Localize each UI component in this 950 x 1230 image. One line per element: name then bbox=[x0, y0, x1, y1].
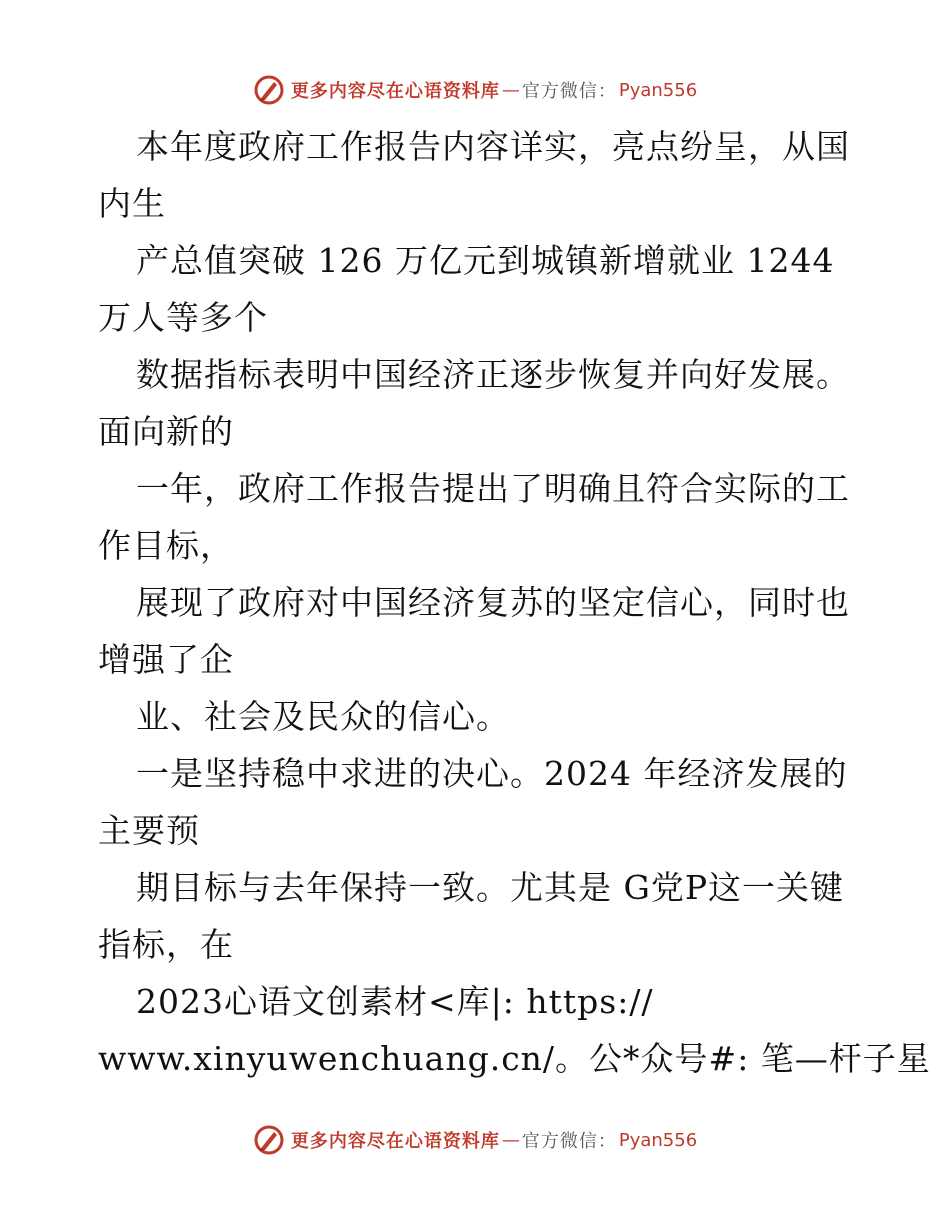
page-header-watermark bbox=[0, 72, 950, 108]
text-line: 指标，在 bbox=[98, 925, 234, 964]
text-line: 作目标， bbox=[98, 526, 234, 565]
watermark-text-main: 更多内容尽在心语资料库 bbox=[290, 81, 500, 102]
text-line: 展现了政府对中国经济复苏的坚定信心，同时也 bbox=[136, 583, 850, 622]
text-line: 内生 bbox=[98, 184, 166, 223]
watermark-wechat-id: Pyan556 bbox=[618, 79, 698, 101]
watermark-text-main: 更多内容尽在心语资料库 bbox=[290, 1131, 500, 1152]
text-line: 增强了企 bbox=[98, 640, 234, 679]
watermark-text-label: 官方微信： bbox=[521, 81, 617, 102]
text-line: 本年度政府工作报告内容详实，亮点纷呈，从国 bbox=[136, 127, 850, 166]
pen-logo-icon bbox=[253, 74, 285, 106]
text-line: 产总值突破 126 万亿元到城镇新增就业 1244 bbox=[136, 241, 835, 280]
text-line: www.xinyuwenchuang.cn/。公*众号#: 笔—杆子星 bbox=[98, 1039, 931, 1078]
watermark-text-label: 官方微信： bbox=[521, 1131, 617, 1152]
text-line: 主要预 bbox=[98, 811, 200, 850]
pen-logo-icon bbox=[253, 1124, 285, 1156]
watermark-separator: — bbox=[501, 79, 520, 101]
text-line: 业、社会及民众的信心。 bbox=[136, 697, 510, 736]
watermark-wechat-id: Pyan556 bbox=[618, 1129, 698, 1151]
text-line: 数据指标表明中国经济正逐步恢复并向好发展。 bbox=[136, 355, 850, 394]
document-body bbox=[98, 118, 931, 1087]
text-line: 一是坚持稳中求进的决心。2024 年经济发展的 bbox=[136, 754, 848, 793]
text-line: 万人等多个 bbox=[98, 298, 268, 337]
page-footer-watermark bbox=[0, 1122, 950, 1158]
text-line: 2023心语文创素材<库|: https:// bbox=[136, 982, 654, 1021]
text-line: 面向新的 bbox=[98, 412, 234, 451]
text-line: 一年，政府工作报告提出了明确且符合实际的工 bbox=[136, 469, 850, 508]
watermark-separator: — bbox=[501, 1129, 520, 1151]
text-line: 期目标与去年保持一致。尤其是 G党P这一关键 bbox=[136, 868, 845, 907]
